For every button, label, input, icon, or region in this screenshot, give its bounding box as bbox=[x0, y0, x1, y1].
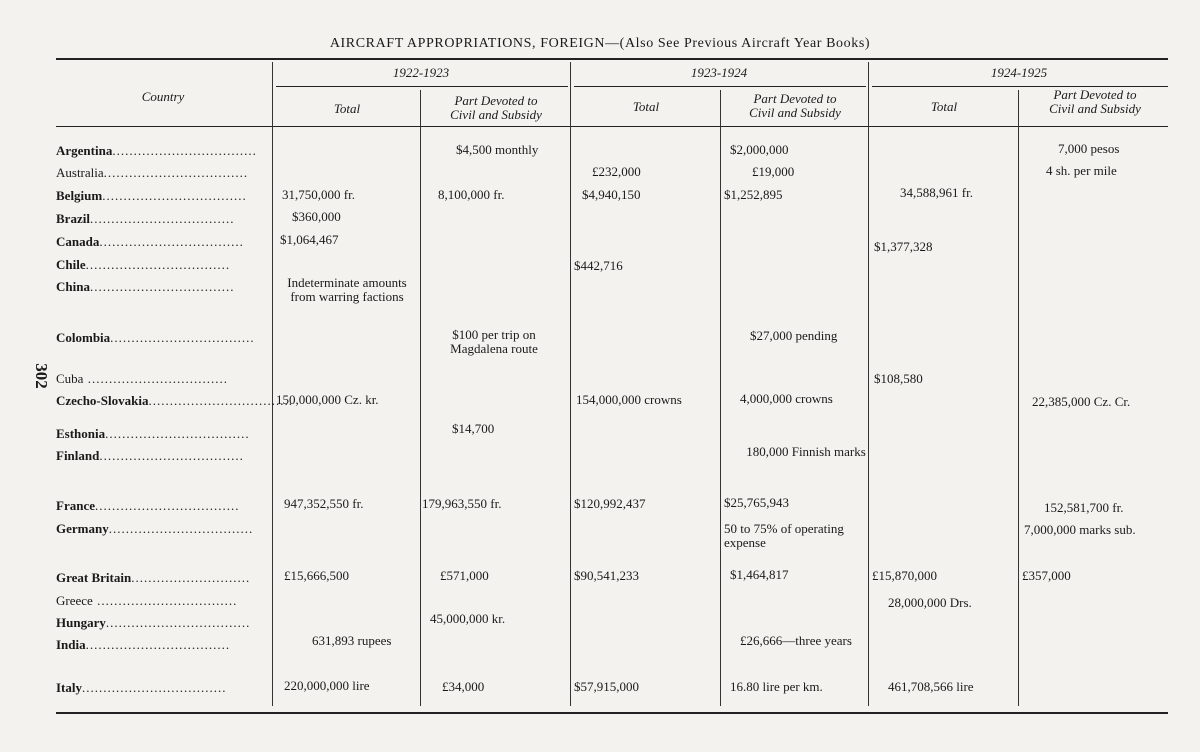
cell-civil-1924: 7,000,000 marks sub. bbox=[1024, 522, 1136, 537]
cell-total-1923: 154,000,000 crowns bbox=[576, 392, 682, 407]
table-row: Canada.................................. bbox=[56, 234, 244, 249]
total-header: Total bbox=[632, 99, 660, 114]
cell-civil-1922: £34,000 bbox=[442, 679, 485, 694]
country-name: Esthonia bbox=[56, 426, 106, 441]
column-divider bbox=[868, 62, 869, 706]
part-header-line1: Part Devoted to bbox=[454, 93, 538, 108]
country-name: Cuba bbox=[56, 371, 84, 386]
cell-civil-1922: 8,100,000 fr. bbox=[438, 187, 505, 202]
cell-total-1924: £15,870,000 bbox=[872, 568, 937, 583]
cell-total-1922: 631,893 rupees bbox=[312, 633, 392, 648]
cell-civil-1923: $1,464,817 bbox=[730, 567, 789, 582]
country-name: Chile bbox=[56, 257, 86, 272]
header-rule bbox=[56, 126, 1168, 127]
cell-total-1922: Indeterminate amounts from warring factions bbox=[287, 275, 407, 304]
table-row: Finland.................................. bbox=[56, 448, 244, 463]
cell-total-1922: 31,750,000 fr. bbox=[282, 187, 355, 202]
part-header-line2: Civil and Subsidy bbox=[749, 105, 841, 120]
page-number: 302 bbox=[31, 363, 51, 389]
country-name: Brazil bbox=[56, 211, 90, 226]
part-header bbox=[1020, 88, 1170, 116]
cell-total-1923: $442,716 bbox=[574, 258, 623, 273]
column-divider bbox=[570, 62, 571, 706]
cell-civil-1922: $100 per trip on Magdalena route bbox=[450, 327, 538, 356]
cell-total-1923: $90,541,233 bbox=[574, 568, 639, 583]
column-divider bbox=[420, 90, 421, 706]
cell-total-1924: $108,580 bbox=[874, 371, 923, 386]
table-row: Czecho-Slovakia.................................. bbox=[56, 393, 293, 408]
country-name: Hungary bbox=[56, 615, 106, 630]
table-title: AIRCRAFT APPROPRIATIONS, FOREIGN—(Also See Previous Aircraft Year Books) bbox=[329, 36, 871, 51]
cell-total-1924: 34,588,961 fr. bbox=[900, 185, 973, 200]
cell-total-1922: 150,000,000 Cz. kr. bbox=[276, 392, 379, 407]
country-name: Colombia bbox=[56, 330, 111, 345]
table-row: Chile.................................. bbox=[56, 257, 231, 272]
country-name: China bbox=[56, 279, 90, 294]
cell-civil-1922: $14,700 bbox=[452, 421, 495, 436]
cell-civil-1923: $25,765,943 bbox=[724, 495, 789, 510]
cell-civil-1924: £357,000 bbox=[1022, 568, 1071, 583]
table-row: Great Britain............................ bbox=[56, 570, 251, 585]
table-row: China.................................. bbox=[56, 279, 235, 294]
part-header bbox=[722, 92, 868, 120]
country-name: Australia bbox=[56, 165, 104, 180]
column-divider bbox=[720, 90, 721, 706]
period-rule-2 bbox=[574, 86, 866, 87]
table-row: Italy.................................. bbox=[56, 680, 227, 695]
cell-civil-1923: 180,000 Finnish marks bbox=[746, 444, 866, 459]
part-header-line1: Part Devoted to bbox=[1053, 87, 1137, 102]
cell-civil-1922: $4,500 monthly bbox=[456, 142, 539, 157]
total-header: Total bbox=[333, 101, 361, 116]
cell-civil-1922: 45,000,000 kr. bbox=[430, 611, 506, 626]
period-rule-1 bbox=[276, 86, 568, 87]
country-name: Argentina bbox=[56, 143, 113, 158]
table-row: France.................................. bbox=[56, 498, 240, 513]
cell-civil-1922: 179,963,550 fr. bbox=[422, 496, 502, 511]
cell-total-1923: £232,000 bbox=[592, 164, 641, 179]
cell-total-1922: 220,000,000 lire bbox=[284, 678, 370, 693]
cell-civil-1923: $27,000 pending bbox=[750, 328, 838, 343]
cell-civil-1924: 152,581,700 fr. bbox=[1044, 500, 1124, 515]
bottom-rule bbox=[56, 712, 1168, 714]
column-divider bbox=[272, 62, 273, 706]
country-name: Germany bbox=[56, 521, 109, 536]
country-name: Italy bbox=[56, 680, 82, 695]
country-name: Czecho-Slovakia bbox=[56, 393, 149, 408]
table-row: Greece ................................. bbox=[56, 593, 238, 608]
cell-total-1922: 947,352,550 fr. bbox=[284, 496, 364, 511]
country-name: India bbox=[56, 637, 86, 652]
table-row: Belgium.................................. bbox=[56, 188, 247, 203]
cell-civil-1923: 50 to 75% of operating expense bbox=[724, 521, 844, 550]
table-row: Cuba ................................. bbox=[56, 371, 228, 386]
cell-total-1923: $4,940,150 bbox=[582, 187, 641, 202]
cell-civil-1923: £26,666—three years bbox=[740, 633, 852, 648]
table-row: Colombia.................................. bbox=[56, 330, 255, 345]
cell-civil-1923: £19,000 bbox=[752, 164, 795, 179]
cell-total-1922: $1,064,467 bbox=[280, 232, 339, 247]
cell-total-1922: £15,666,500 bbox=[284, 568, 349, 583]
period-header: 1922-1923 bbox=[392, 65, 450, 80]
table-row: Brazil.................................. bbox=[56, 211, 235, 226]
cell-total-1924: 461,708,566 lire bbox=[888, 679, 974, 694]
cell-total-1923: $120,992,437 bbox=[574, 496, 646, 511]
cell-civil-1923: $2,000,000 bbox=[730, 142, 789, 157]
cell-civil-1923: $1,252,895 bbox=[724, 187, 783, 202]
table-row: Australia.................................. bbox=[56, 165, 249, 180]
country-name: Great Britain bbox=[56, 570, 132, 585]
cell-total-1924: 28,000,000 Drs. bbox=[888, 595, 972, 610]
cell-civil-1924: 4 sh. per mile bbox=[1046, 163, 1117, 178]
cell-civil-1924: 7,000 pesos bbox=[1058, 141, 1120, 156]
top-rule bbox=[56, 58, 1168, 60]
country-name: France bbox=[56, 498, 95, 513]
part-header-line2: Civil and Subsidy bbox=[450, 107, 542, 122]
country-name: Belgium bbox=[56, 188, 103, 203]
cell-total-1922: $360,000 bbox=[292, 209, 341, 224]
cell-total-1923: $57,915,000 bbox=[574, 679, 639, 694]
column-divider bbox=[1018, 90, 1019, 706]
period-header: 1924-1925 bbox=[990, 65, 1048, 80]
cell-total-1924: $1,377,328 bbox=[874, 239, 933, 254]
country-header: Country bbox=[141, 89, 185, 104]
total-header: Total bbox=[930, 99, 958, 114]
cell-civil-1923: 16.80 lire per km. bbox=[730, 679, 823, 694]
country-name: Greece bbox=[56, 593, 93, 608]
part-header-line1: Part Devoted to bbox=[753, 91, 837, 106]
table-row: India.................................. bbox=[56, 637, 231, 652]
table-row: Germany.................................. bbox=[56, 521, 254, 536]
country-name: Finland bbox=[56, 448, 100, 463]
part-header bbox=[422, 94, 570, 122]
table-row: Esthonia.................................. bbox=[56, 426, 250, 441]
country-name: Canada bbox=[56, 234, 100, 249]
cell-civil-1922: £571,000 bbox=[440, 568, 489, 583]
cell-civil-1924: 22,385,000 Cz. Cr. bbox=[1032, 394, 1131, 409]
period-header: 1923-1924 bbox=[690, 65, 748, 80]
table-row: Argentina.................................. bbox=[56, 143, 257, 158]
table-row: Hungary.................................. bbox=[56, 615, 251, 630]
cell-civil-1923: 4,000,000 crowns bbox=[740, 391, 833, 406]
part-header-line2: Civil and Subsidy bbox=[1049, 101, 1141, 116]
